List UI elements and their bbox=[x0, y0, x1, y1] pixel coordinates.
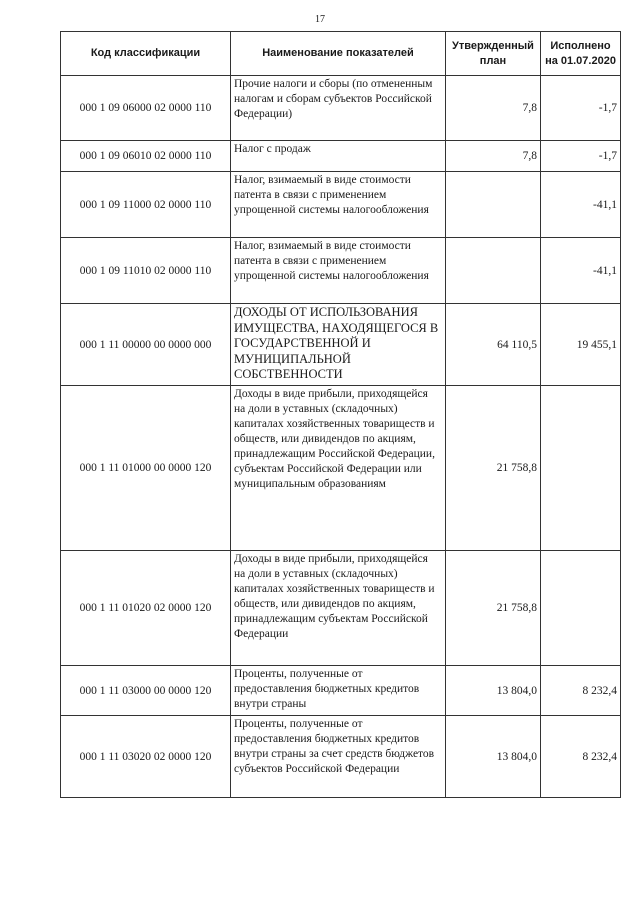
budget-table bbox=[60, 31, 621, 798]
page-number: 17 bbox=[315, 14, 325, 25]
column-header-name: Наименование показателей bbox=[231, 32, 446, 76]
table-row bbox=[61, 76, 621, 141]
row-name: Доходы в виде прибыли, приходящейся на доли в уставных (складочных) капиталах хозяйственных товариществ и обществ, или дивидендов по акциям, принадлежащим Российской Федерации, субъектам Российской Федерации или муниципальным образованиям bbox=[231, 386, 446, 551]
table-row bbox=[61, 551, 621, 666]
table-header-row bbox=[61, 32, 621, 76]
row-name: ДОХОДЫ ОТ ИСПОЛЬЗОВАНИЯ ИМУЩЕСТВА, НАХОДЯЩЕГОСЯ В ГОСУДАРСТВЕННОЙ И МУНИЦИПАЛЬНОЙ СОБСТВЕННОСТИ bbox=[231, 304, 446, 386]
row-code: 000 1 09 11000 02 0000 110 bbox=[61, 172, 231, 238]
row-plan: 21 758,8 bbox=[446, 551, 541, 666]
table-row bbox=[61, 304, 621, 386]
row-name: Проценты, полученные от предоставления бюджетных кредитов внутри страны bbox=[231, 666, 446, 716]
row-plan: 7,8 bbox=[446, 76, 541, 141]
row-done: 8 232,4 bbox=[541, 666, 621, 716]
table-row bbox=[61, 141, 621, 172]
column-header-plan: Утвержденный план bbox=[446, 32, 541, 76]
row-name: Налог, взимаемый в виде стоимости патента в связи с применением упрощенной системы налогообложения bbox=[231, 172, 446, 238]
row-code: 000 1 11 03020 02 0000 120 bbox=[61, 716, 231, 798]
row-plan: 64 110,5 bbox=[446, 304, 541, 386]
row-code: 000 1 09 06010 02 0000 110 bbox=[61, 141, 231, 172]
row-name: Налог с продаж bbox=[231, 141, 446, 172]
row-name: Доходы в виде прибыли, приходящейся на доли в уставных (складочных) капиталах хозяйственных товариществ и обществ, или дивидендов по акциям, принадлежащим субъектам Российской Федерации bbox=[231, 551, 446, 666]
row-code: 000 1 11 03000 00 0000 120 bbox=[61, 666, 231, 716]
row-plan: 13 804,0 bbox=[446, 666, 541, 716]
row-name: Прочие налоги и сборы (по отмененным налогам и сборам субъектов Российской Федерации) bbox=[231, 76, 446, 141]
row-done: -41,1 bbox=[541, 238, 621, 304]
row-done: -41,1 bbox=[541, 172, 621, 238]
row-done bbox=[541, 386, 621, 551]
table-row bbox=[61, 386, 621, 551]
row-done bbox=[541, 551, 621, 666]
row-name: Проценты, полученные от предоставления бюджетных кредитов внутри страны за счет средств бюджетов субъектов Российской Федерации bbox=[231, 716, 446, 798]
table-row bbox=[61, 172, 621, 238]
table-row bbox=[61, 666, 621, 716]
row-code: 000 1 09 06000 02 0000 110 bbox=[61, 76, 231, 141]
column-header-code: Код классификации bbox=[61, 32, 231, 76]
row-done: 19 455,1 bbox=[541, 304, 621, 386]
row-plan: 21 758,8 bbox=[446, 386, 541, 551]
row-plan: 7,8 bbox=[446, 141, 541, 172]
row-code: 000 1 11 01000 00 0000 120 bbox=[61, 386, 231, 551]
row-code: 000 1 11 00000 00 0000 000 bbox=[61, 304, 231, 386]
row-code: 000 1 09 11010 02 0000 110 bbox=[61, 238, 231, 304]
column-header-done: Исполнено на 01.07.2020 bbox=[541, 32, 621, 76]
table-row bbox=[61, 716, 621, 798]
row-done: -1,7 bbox=[541, 76, 621, 141]
row-code: 000 1 11 01020 02 0000 120 bbox=[61, 551, 231, 666]
row-done: -1,7 bbox=[541, 141, 621, 172]
row-plan bbox=[446, 238, 541, 304]
row-plan bbox=[446, 172, 541, 238]
row-name: Налог, взимаемый в виде стоимости патента в связи с применением упрощенной системы налогообложения bbox=[231, 238, 446, 304]
row-plan: 13 804,0 bbox=[446, 716, 541, 798]
row-done: 8 232,4 bbox=[541, 716, 621, 798]
table-row bbox=[61, 238, 621, 304]
